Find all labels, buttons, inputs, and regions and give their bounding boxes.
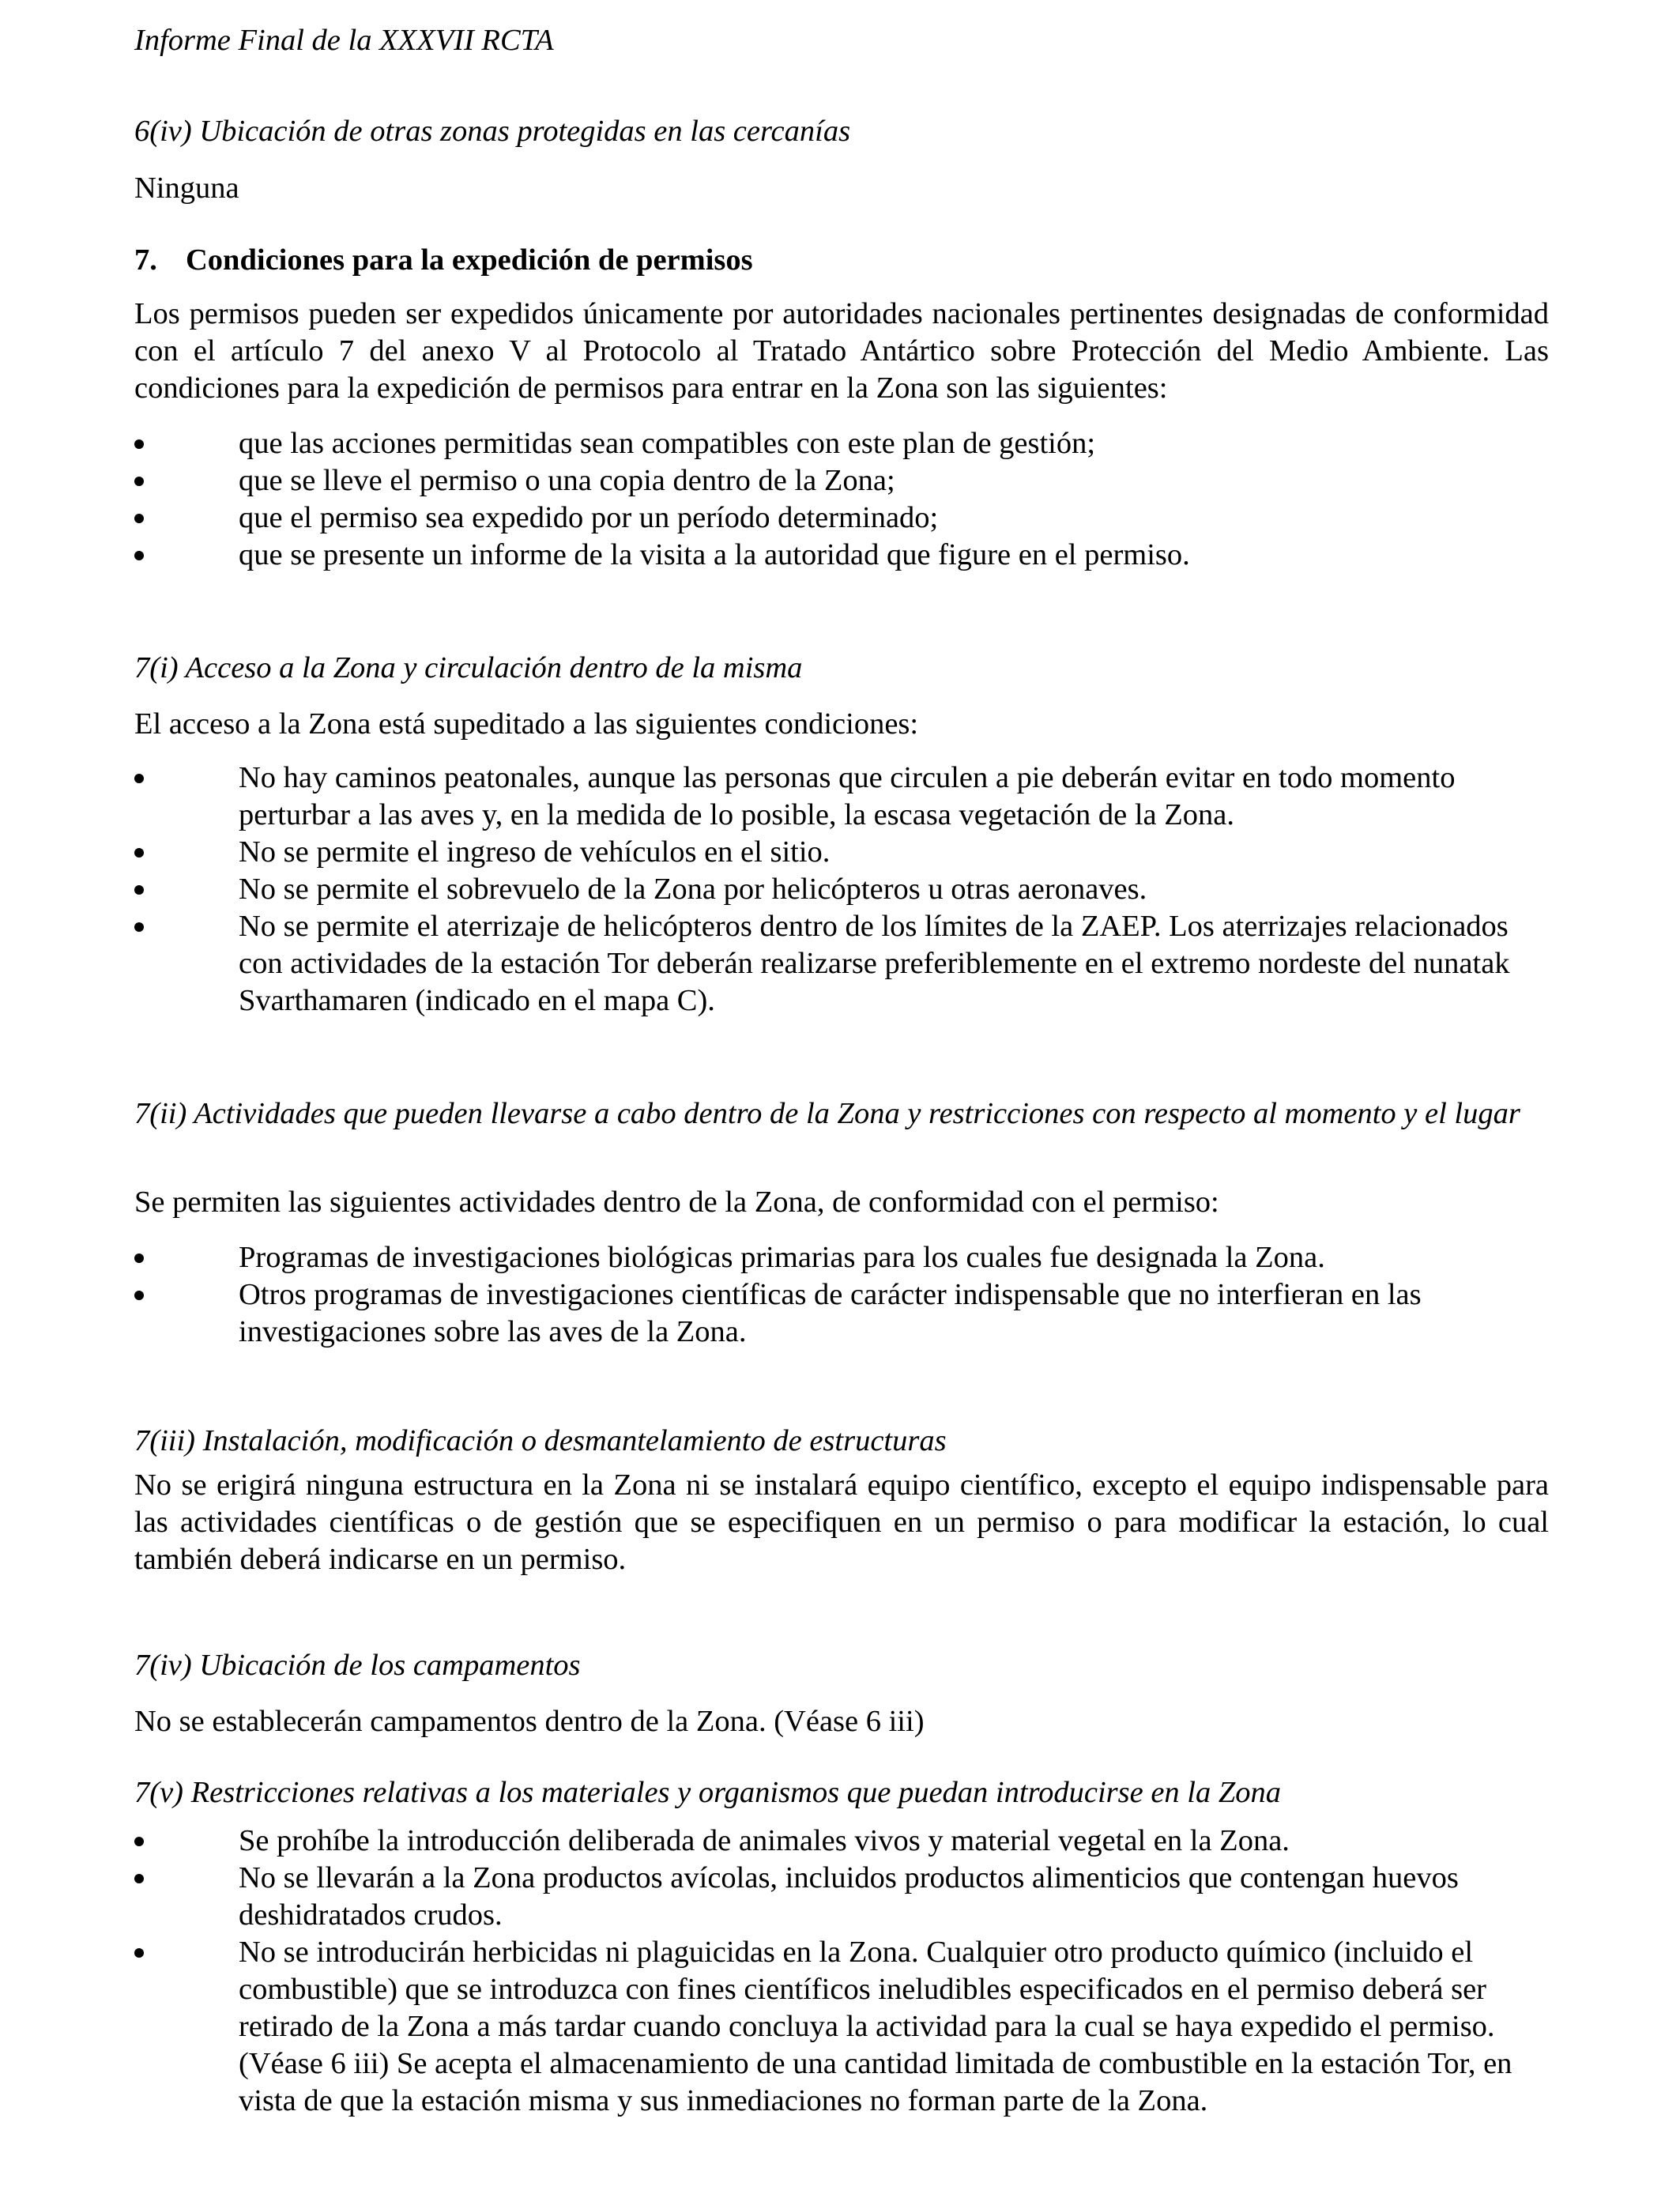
list-item: No se permite el sobrevuelo de la Zona por helicópteros u otras aeronaves. [134, 871, 1549, 908]
list-item: Programas de investigaciones biológicas primarias para los cuales fue designada la Zona. [134, 1239, 1549, 1276]
list-item: que se lleve el permiso o una copia dentro de la Zona; [134, 462, 1549, 499]
list-item: Otros programas de investigaciones científicas de carácter indispensable que no interfieran en las investigaciones sobre las aves de la Zona. [134, 1276, 1549, 1351]
bullet-icon [134, 477, 144, 486]
bullet-icon [134, 885, 144, 895]
section-7iv-heading: 7(iv) Ubicación de los campamentos [134, 1649, 581, 1682]
bullet-icon [134, 439, 144, 449]
section-7v-heading: 7(v) Restricciones relativas a los materiales y organismos que puedan introducirse en la Zona [134, 1776, 1282, 1809]
section-7i-intro: El acceso a la Zona está supeditado a las siguientes condiciones: [134, 707, 919, 741]
bullet-icon [134, 1291, 144, 1300]
list-item: No se introducirán herbicidas ni plaguicidas en la Zona. Cualquier otro producto químico (incluido el combustible) que se introduzca con fines científicos ineludibles especificados en el permiso deberá ser retirado de la Zona a más tardar cuando concluya la actividad para la cual se haya expedido el permiso. (Véase 6 iii) Se acepta el almacenamiento de una cantidad limitada de combustible en la estación Tor, en vista de que la estación misma y sus inmediaciones no forman parte de la Zona. [134, 1934, 1549, 2120]
bullet-icon [134, 1948, 144, 1958]
section-7-title: Condiciones para la expedición de permisos [186, 243, 753, 277]
bullet-icon [134, 1874, 144, 1883]
bullet-icon [134, 1837, 144, 1846]
bullet-icon [134, 848, 144, 858]
section-7iv-text: No se establecerán campamentos dentro de la Zona. (Véase 6 iii) [134, 1705, 925, 1738]
list-item: Se prohíbe la introducción deliberada de animales vivos y material vegetal en la Zona. [134, 1823, 1549, 1860]
section-7iii-text: No se erigirá ninguna estructura en la Zona ni se instalará equipo científico, excepto el equipo indispensable para las actividades científicas o de gestión que se especifiquen en un permiso o para modificar la estación, lo cual también deberá indicarse en un permiso. [134, 1468, 1549, 1576]
list-item: que se presente un informe de la visita a la autoridad que figure en el permiso. [134, 537, 1549, 574]
bullet-icon [134, 774, 144, 783]
bullet-icon [134, 922, 144, 932]
section-7i-heading: 7(i) Acceso a la Zona y circulación dentro de la misma [134, 651, 803, 684]
section-6iv-text: Ninguna [134, 172, 239, 205]
list-item: que el permiso sea expedido por un período determinado; [134, 499, 1549, 537]
list-item: No se llevarán a la Zona productos avícolas, incluidos productos alimenticios que contengan huevos deshidratados crudos. [134, 1860, 1549, 1934]
section-7ii-list [134, 1239, 1549, 1351]
section-7ii-heading: 7(ii) Actividades que pueden llevarse a cabo dentro de la Zona y restricciones con respecto al momento y el lugar [134, 1097, 1520, 1130]
section-7i-list [134, 760, 1549, 1020]
section-7-list [134, 425, 1549, 574]
section-7-number: 7. [134, 243, 157, 277]
section-7-heading [134, 242, 1549, 279]
list-item: No se permite el ingreso de vehículos en el sitio. [134, 834, 1549, 871]
section-7ii-intro: Se permiten las siguientes actividades dentro de la Zona, de conformidad con el permiso: [134, 1186, 1219, 1219]
section-7-intro: Los permisos pueden ser expedidos únicamente por autoridades nacionales pertinentes designadas de conformidad con el artículo 7 del anexo V al Protocolo al Tratado Antártico sobre Protección del Medio Ambiente. Las condiciones para la expedición de permisos para entrar en la Zona son las siguientes: [134, 297, 1549, 405]
section-7iii-heading: 7(iii) Instalación, modificación o desmantelamiento de estructuras [134, 1424, 947, 1457]
section-6iv-heading: 6(iv) Ubicación de otras zonas protegidas en las cercanías [134, 115, 851, 148]
bullet-icon [134, 1253, 144, 1263]
section-7v-list [134, 1823, 1549, 2120]
list-item: No se permite el aterrizaje de helicópteros dentro de los límites de la ZAEP. Los aterrizajes relacionados con actividades de la estación Tor deberán realizarse preferiblemente en el extremo nordeste del nunatak Svarthamaren (indicado en el mapa C). [134, 908, 1549, 1020]
list-item: que las acciones permitidas sean compatibles con este plan de gestión; [134, 425, 1549, 462]
running-header: Informe Final de la XXXVII RCTA [134, 24, 554, 57]
list-item: No hay caminos peatonales, aunque las personas que circulen a pie deberán evitar en todo momento perturbar a las aves y, en la medida de lo posible, la escasa vegetación de la Zona. [134, 760, 1549, 834]
bullet-icon [134, 514, 144, 523]
bullet-icon [134, 551, 144, 560]
